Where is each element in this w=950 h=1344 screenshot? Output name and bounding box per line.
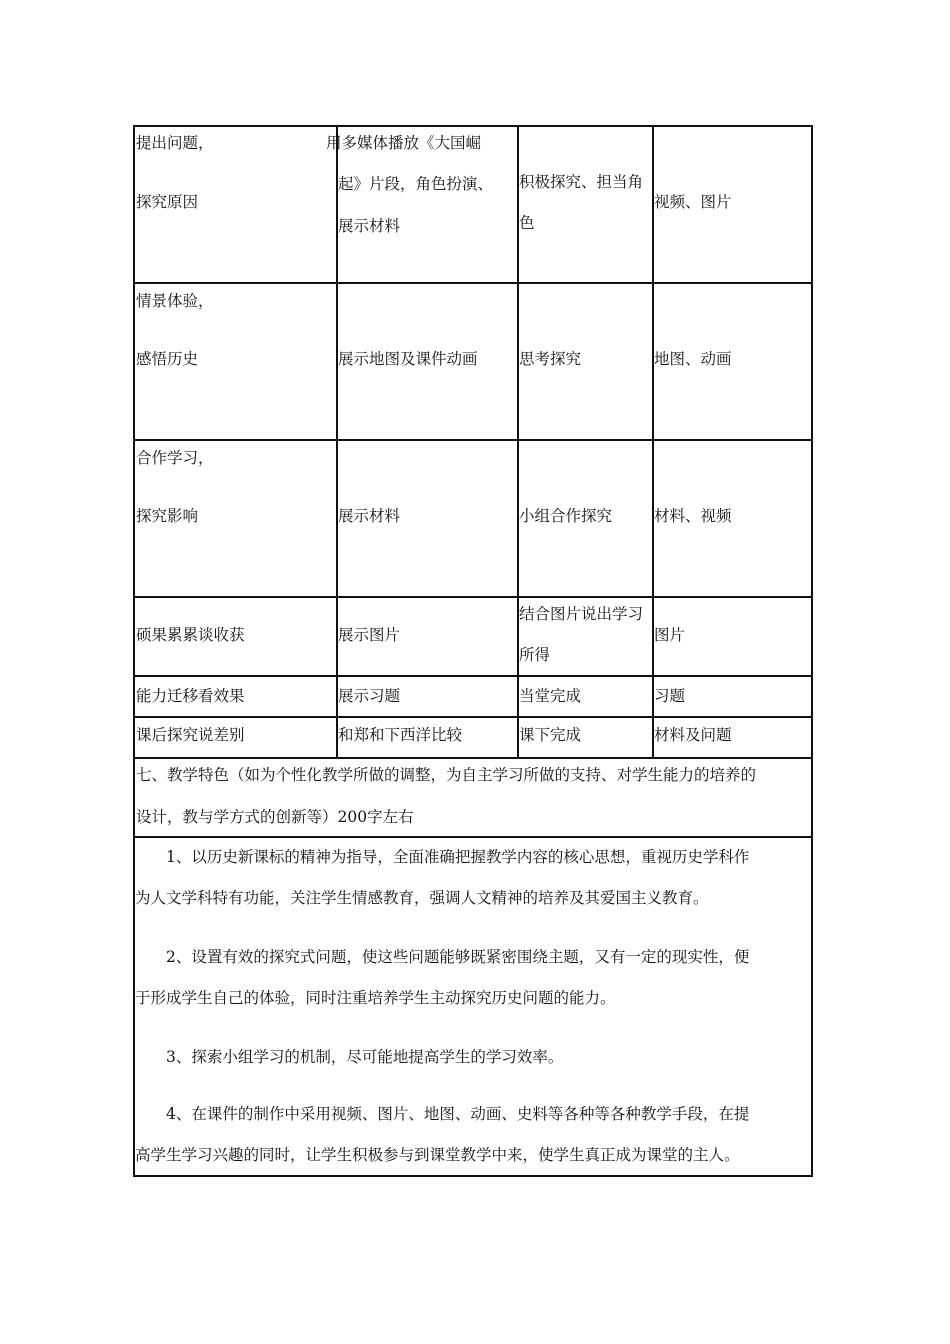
method-cell: 起》片段，角色扮演、 xyxy=(338,175,494,193)
row-divider xyxy=(133,836,813,838)
media-cell: 习题 xyxy=(654,687,686,705)
activity-cell: 课下完成 xyxy=(519,726,582,744)
step-cell: 提出问题， xyxy=(136,134,214,152)
media-cell: 材料及问题 xyxy=(654,726,732,744)
step-cell: 探究影响 xyxy=(136,507,199,525)
step-cell: 探究原因 xyxy=(136,193,199,211)
step-cell: 情景体验， xyxy=(136,292,214,310)
row-divider xyxy=(133,282,813,284)
feature-paragraph-line: 高学生学习兴趣的同时，让学生积极参与到课堂教学中来，使学生真正成为课堂的主人。 xyxy=(135,1146,740,1164)
feature-paragraph-line: 4、在课件的制作中采用视频、图片、地图、动画、史料等各种等各种教学手段，在提 xyxy=(135,1105,750,1123)
section-title-line: 七、教学特色（如为个性化教学所做的调整，为自主学习所做的支持、对学生能力的培养的 xyxy=(136,766,757,784)
section-title-line: 设计，教与学方式的创新等）200字左右 xyxy=(136,808,414,826)
activity-cell: 积极探究、担当角 xyxy=(519,173,644,191)
media-cell: 地图、动画 xyxy=(654,350,732,368)
method-cell: 用多媒体播放《大国崛 xyxy=(326,134,482,152)
step-cell: 合作学习， xyxy=(136,449,214,467)
method-cell: 展示图片 xyxy=(338,626,401,644)
row-divider xyxy=(133,439,813,441)
step-cell: 能力迁移看效果 xyxy=(136,687,245,705)
activity-cell: 结合图片说出学习 xyxy=(519,605,644,623)
step-cell: 硕果累累谈收获 xyxy=(136,626,245,644)
activity-cell: 思考探究 xyxy=(519,350,582,368)
row-divider xyxy=(133,675,813,677)
feature-paragraph-line: 1、以历史新课标的精神为指导，全面准确把握教学内容的核心思想，重视历史学科作 xyxy=(135,848,750,866)
row-divider xyxy=(133,716,813,718)
feature-paragraph-line: 2、设置有效的探究式问题，使这些问题能够既紧密围绕主题，又有一定的现实性，便 xyxy=(135,948,750,966)
step-cell: 课后探究说差别 xyxy=(136,726,245,744)
feature-paragraph-line: 为人文学科特有功能，关注学生情感教育，强调人文精神的培养及其爱国主义教育。 xyxy=(135,889,709,907)
col-divider xyxy=(652,125,654,758)
media-cell: 图片 xyxy=(654,626,686,644)
row-divider xyxy=(133,596,813,598)
method-cell: 展示材料 xyxy=(338,507,401,525)
activity-cell: 当堂完成 xyxy=(519,687,582,705)
feature-paragraph-line: 3、探索小组学习的机制，尽可能地提高学生的学习效率。 xyxy=(135,1048,564,1066)
activity-cell: 所得 xyxy=(519,646,551,664)
feature-paragraph-line: 于形成学生自己的体验，同时注重培养学生主动探究历史问题的能力。 xyxy=(135,989,616,1007)
method-cell: 展示材料 xyxy=(338,217,401,235)
media-cell: 视频、图片 xyxy=(654,193,732,211)
method-cell: 展示习题 xyxy=(338,687,401,705)
step-cell: 感悟历史 xyxy=(136,350,199,368)
method-cell: 和郑和下西洋比较 xyxy=(338,726,463,744)
activity-cell: 小组合作探究 xyxy=(519,507,613,525)
media-cell: 材料、视频 xyxy=(654,507,732,525)
activity-cell: 色 xyxy=(519,214,535,232)
method-cell: 展示地图及课件动画 xyxy=(338,350,478,368)
row-divider xyxy=(133,757,813,759)
